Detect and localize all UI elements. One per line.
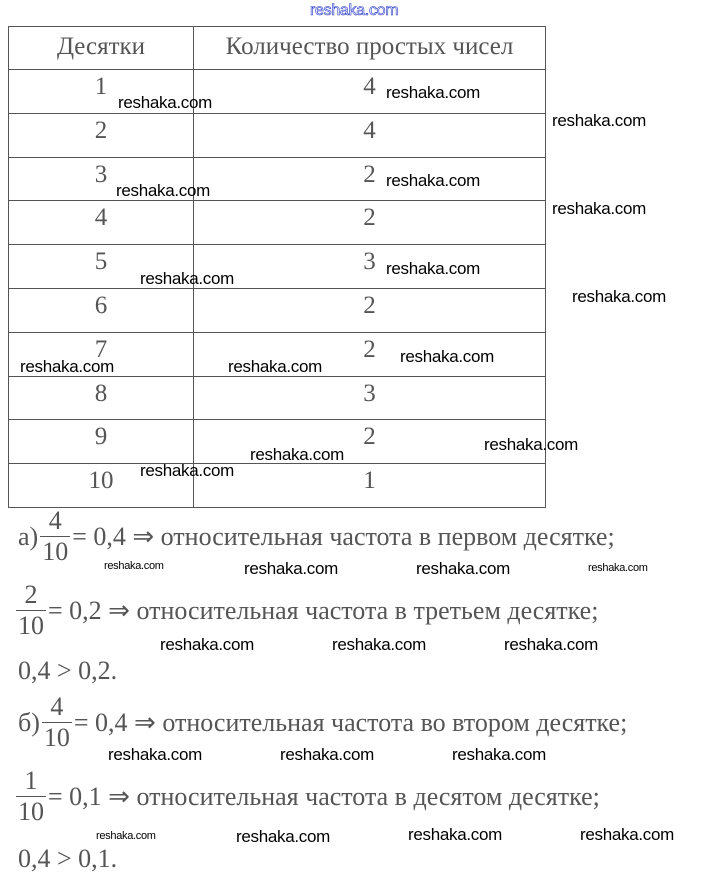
watermark: reshaka.com bbox=[96, 830, 156, 842]
numerator: 4 bbox=[40, 506, 70, 537]
watermark: reshaka.com bbox=[386, 259, 481, 278]
prime-count-cell: 1 bbox=[194, 464, 546, 508]
watermark: reshaka.com bbox=[280, 745, 375, 764]
prime-count-cell: 3 bbox=[194, 245, 546, 289]
watermark: reshaka.com bbox=[552, 111, 647, 130]
prime-count-cell: 2 bbox=[194, 332, 546, 376]
numerator: 4 bbox=[42, 692, 72, 723]
equation-text: = 0,2 ⇒ относительная частота в третьем десятке; bbox=[48, 595, 599, 625]
table-row bbox=[9, 201, 546, 245]
numerator: 2 bbox=[16, 580, 46, 611]
fraction bbox=[18, 580, 44, 641]
watermark: reshaka.com bbox=[310, 2, 399, 19]
tens-cell: 1 bbox=[9, 70, 194, 114]
watermark: reshaka.com bbox=[408, 825, 503, 844]
part-b-label: б) bbox=[18, 707, 40, 737]
fraction bbox=[18, 766, 44, 827]
watermark: reshaka.com bbox=[244, 559, 339, 578]
part-b-line1 bbox=[18, 692, 627, 753]
watermark: reshaka.com bbox=[118, 93, 213, 112]
tens-cell: 9 bbox=[9, 420, 194, 464]
tens-cell: 4 bbox=[9, 201, 194, 245]
table-row bbox=[9, 288, 546, 332]
table-row bbox=[9, 113, 546, 157]
prime-count-cell: 2 bbox=[194, 157, 546, 201]
denominator: 10 bbox=[43, 723, 70, 752]
watermark: reshaka.com bbox=[140, 269, 235, 288]
denominator: 10 bbox=[18, 611, 44, 640]
part-b-line2 bbox=[14, 766, 600, 827]
tens-cell: 6 bbox=[9, 288, 194, 332]
prime-count-cell: 2 bbox=[194, 288, 546, 332]
part-b-conclusion: 0,4 > 0,1. bbox=[18, 844, 118, 873]
header-count: Количество простых чисел bbox=[194, 27, 546, 70]
watermark: reshaka.com bbox=[588, 562, 648, 574]
equation-text: = 0,1 ⇒ относительная частота в десятом десятке; bbox=[48, 781, 600, 811]
tens-cell: 7 bbox=[9, 332, 194, 376]
watermark: reshaka.com bbox=[452, 745, 547, 764]
tens-cell: 8 bbox=[9, 376, 194, 420]
tens-cell: 3 bbox=[9, 157, 194, 201]
watermark: reshaka.com bbox=[160, 635, 255, 654]
watermark: reshaka.com bbox=[504, 635, 599, 654]
watermark: reshaka.com bbox=[552, 199, 647, 218]
watermark: reshaka.com bbox=[236, 827, 331, 846]
table-row bbox=[9, 376, 546, 420]
watermark: reshaka.com bbox=[332, 635, 427, 654]
watermark: reshaka.com bbox=[20, 357, 115, 376]
part-a-label: а) bbox=[18, 521, 39, 551]
watermark: reshaka.com bbox=[386, 171, 481, 190]
prime-count-cell: 2 bbox=[194, 420, 546, 464]
part-a-line1 bbox=[18, 506, 615, 567]
denominator: 10 bbox=[18, 797, 44, 826]
watermark: reshaka.com bbox=[104, 560, 164, 572]
part-a-conclusion: 0,4 > 0,2. bbox=[18, 656, 118, 685]
prime-count-cell: 4 bbox=[194, 113, 546, 157]
watermark: reshaka.com bbox=[572, 287, 667, 306]
prime-count-cell: 4 bbox=[194, 70, 546, 114]
watermark: reshaka.com bbox=[140, 461, 235, 480]
watermark: reshaka.com bbox=[484, 435, 579, 454]
watermark: reshaka.com bbox=[228, 357, 323, 376]
watermark: reshaka.com bbox=[416, 559, 511, 578]
tens-cell: 5 bbox=[9, 245, 194, 289]
denominator: 10 bbox=[42, 537, 69, 566]
numerator: 1 bbox=[16, 766, 46, 797]
prime-count-cell: 2 bbox=[194, 201, 546, 245]
watermark: reshaka.com bbox=[108, 745, 203, 764]
fraction bbox=[44, 692, 70, 753]
watermark: reshaka.com bbox=[116, 181, 211, 200]
equation-text: = 0,4 ⇒ относительная частота в первом десятке; bbox=[72, 521, 615, 551]
table-row bbox=[9, 464, 546, 508]
prime-count-cell: 3 bbox=[194, 376, 546, 420]
watermark: reshaka.com bbox=[400, 347, 495, 366]
header-tens: Десятки bbox=[9, 27, 194, 70]
watermark: reshaka.com bbox=[250, 445, 345, 464]
watermark: reshaka.com bbox=[580, 825, 675, 844]
fraction bbox=[42, 506, 68, 567]
table-header bbox=[9, 27, 546, 70]
watermark: reshaka.com bbox=[386, 83, 481, 102]
part-a-line2 bbox=[14, 580, 598, 641]
tens-cell: 2 bbox=[9, 113, 194, 157]
tens-cell: 10 bbox=[9, 464, 194, 508]
equation-text: = 0,4 ⇒ относительная частота во втором десятке; bbox=[73, 707, 628, 737]
